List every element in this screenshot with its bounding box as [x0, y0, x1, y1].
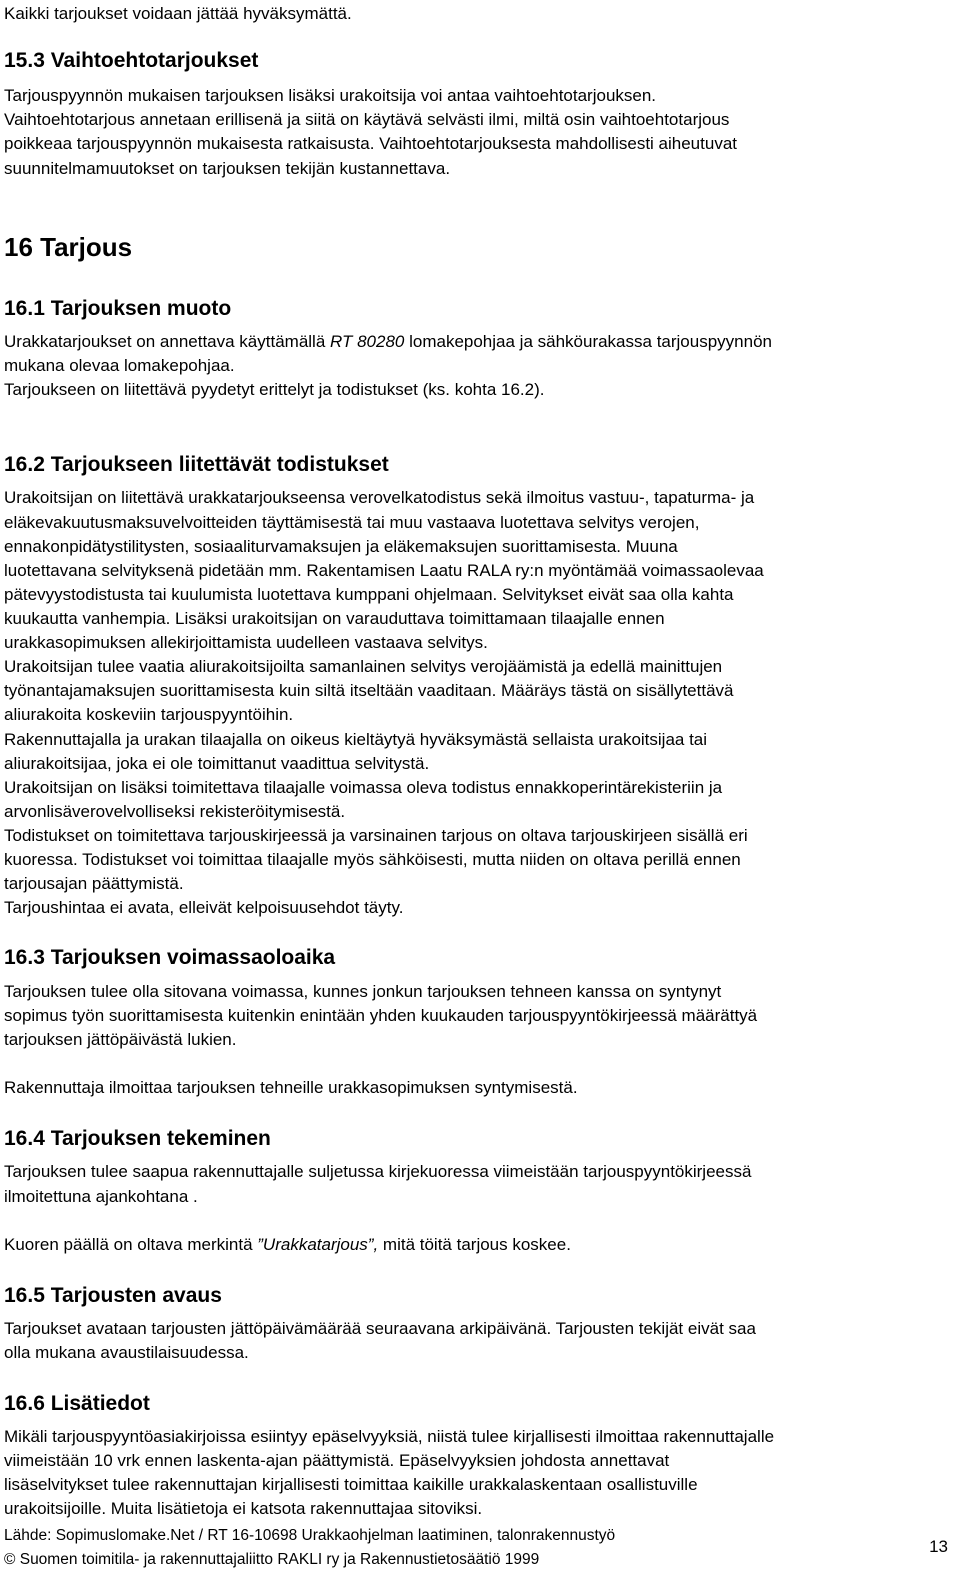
footer-copyright: © Suomen toimitila- ja rakennuttajaliitto RAKLI ry ja Rakennustietosäätiö 1999 [4, 1551, 540, 1568]
heading-16-5: 16.5 Tarjousten avaus [4, 1284, 222, 1307]
heading-16-3: 16.3 Tarjouksen voimassaoloaika [4, 946, 336, 969]
heading-16-4: 16.4 Tarjouksen tekeminen [4, 1127, 271, 1150]
envelope-marking: ”Urakkatarjous”, [257, 1235, 379, 1254]
form-reference: RT 80280 [330, 332, 405, 351]
text-line: olla mukana avaustilaisuudessa. [4, 1343, 249, 1362]
text-line: Vaihtoehtotarjous annetaan erillisenä ja siitä on käytävä selvästi ilmi, miltä osin vaihtoehtotarjous [4, 110, 730, 129]
heading-16: 16 Tarjous [4, 232, 133, 262]
text-line: Kuoren päällä on oltava merkintä ”Urakkatarjous”, mitä töitä tarjous koskee. [4, 1235, 571, 1254]
text-line: Tarjouksen tulee olla sitovana voimassa, kunnes jonkun tarjouksen tehneen kanssa on syntynyt [4, 982, 722, 1001]
text-line: urakkasopimuksen allekirjoittamista uudelleen vastaava selvitys. [4, 633, 488, 652]
text-line: aliurakoita koskeviin tarjouspyyntöihin. [4, 705, 294, 724]
text-line: Urakoitsijan tulee vaatia aliurakoitsijoilta samanlainen selvitys verojäämistä ja edellä mainittujen [4, 657, 723, 676]
text-line: pätevyystodistusta tai kuulumista luotettava kumppani ohjelmaan. Selvitykset eivät saa olla kahta [4, 585, 734, 604]
text-line: arvonlisäverovelvolliseksi rekisteröitymisestä. [4, 802, 346, 821]
text-line: kuukautta vanhempia. Lisäksi urakoitsijan on varauduttava toimittamaan tilaajalle ennen [4, 609, 665, 628]
text-line: Urakkatarjoukset on annettava käyttämällä RT 80280 lomakepohjaa ja sähköurakassa tarjouspyynnön [4, 332, 772, 351]
text-line: suunnitelmamuutokset on tarjouksen tekijän kustannettava. [4, 159, 451, 178]
heading-15-3: 15.3 Vaihtoehtotarjoukset [4, 49, 259, 72]
text-line: Urakoitsijan on liitettävä urakkatarjoukseensa verovelkatodistus sekä ilmoitus vastuu-, tapaturma- ja [4, 488, 755, 507]
text-line: sopimus työn suorittamisesta kuitenkin enintään yhden kuukauden tarjouspyyntökirjeessä määrättyä [4, 1006, 758, 1025]
text-line: ilmoitettuna ajankohtana . [4, 1187, 198, 1206]
text-line: Tarjouksen tulee saapua rakennuttajalle suljetussa kirjekuoressa viimeistään tarjouspyyntökirjeessä [4, 1162, 752, 1181]
heading-16-6: 16.6 Lisätiedot [4, 1392, 150, 1415]
text-line: Rakennuttajalla ja urakan tilaajalla on oikeus kieltäytyä hyväksymästä sellaista urakoitsijaa tai [4, 730, 708, 749]
intro-line: Kaikki tarjoukset voidaan jättää hyväksymättä. [4, 4, 352, 23]
heading-16-1: 16.1 Tarjouksen muoto [4, 297, 232, 320]
text-line: ennakonpidätystilitysten, sosiaaliturvamaksujen ja eläkemaksujen suorittamisesta. Muuna [4, 537, 678, 556]
text-line: Tarjoukset avataan tarjousten jättöpäivämäärää seuraavana arkipäivänä. Tarjousten tekijät eivät saa [4, 1319, 756, 1338]
footer-source: Lähde: Sopimuslomake.Net / RT 16-10698 Urakkaohjelman laatiminen, talonrakennustyö [4, 1527, 616, 1544]
text-line: poikkeaa tarjouspyynnön mukaisesta ratkaisusta. Vaihtoehtotarjouksesta mahdollisesti aiheutuvat [4, 134, 737, 153]
text-line: viimeistään 10 vrk ennen laskenta-ajan päättymistä. Epäselvyyksien johdosta annettavat [4, 1451, 670, 1470]
text-line: kuoressa. Todistukset voi toimittaa tilaajalle myös sähköisesti, mutta niiden on oltava perillä ennen [4, 850, 741, 869]
text-line: Tarjoushintaa ei avata, elleivät kelpoisuusehdot täyty. [4, 898, 404, 917]
text-line: mukana olevaa lomakepohjaa. [4, 356, 235, 375]
text-line: tarjouksen jättöpäivästä lukien. [4, 1030, 237, 1049]
heading-16-2: 16.2 Tarjoukseen liitettävät todistukset [4, 453, 389, 476]
text-line: urakoitsijoille. Muita lisätietoja ei katsota rakennuttajaa sitoviksi. [4, 1499, 483, 1518]
text-line: Tarjouspyynnön mukaisen tarjouksen lisäksi urakoitsija voi antaa vaihtoehtotarjouksen. [4, 86, 657, 105]
text-line: tarjousajan päättymistä. [4, 874, 184, 893]
text-line: Todistukset on toimitettava tarjouskirjeessä ja varsinainen tarjous on oltava tarjouskirjeen sisällä eri [4, 826, 748, 845]
text-line: työnantajamaksujen suorittamisesta kuin siltä itseltään vaaditaan. Määräys tästä on sisällytettävä [4, 681, 734, 700]
text-line: Mikäli tarjouspyyntöasiakirjoissa esiintyy epäselvyyksiä, niistä tulee kirjallisesti ilmoittaa rakennuttajalle [4, 1427, 775, 1446]
text-line: lisäselvitykset tulee rakennuttajan kirjallisesti toimittaa kaikille urakkalaskentaan osallistuville [4, 1475, 698, 1494]
text-line: Urakoitsijan on lisäksi toimitettava tilaajalle voimassa oleva todistus ennakkoperintärekisteriin ja [4, 778, 723, 797]
text-line: Rakennuttaja ilmoittaa tarjouksen tehneille urakkasopimuksen syntymisestä. [4, 1078, 578, 1097]
text-line: luotettavana selvityksenä pidetään mm. Rakentamisen Laatu RALA ry:n myöntämää voimassaolevaa [4, 561, 764, 580]
text-line: aliurakoitsijaa, joka ei ole toimittanut vaadittua selvitystä. [4, 754, 430, 773]
page-number: 13 [929, 1537, 948, 1556]
text-line: Tarjoukseen on liitettävä pyydetyt erittelyt ja todistukset (ks. kohta 16.2). [4, 380, 545, 399]
text-line: eläkevakuutusmaksuvelvoitteiden täyttämisestä tai muu vastaava luotettava selvitys verojen, [4, 513, 700, 532]
